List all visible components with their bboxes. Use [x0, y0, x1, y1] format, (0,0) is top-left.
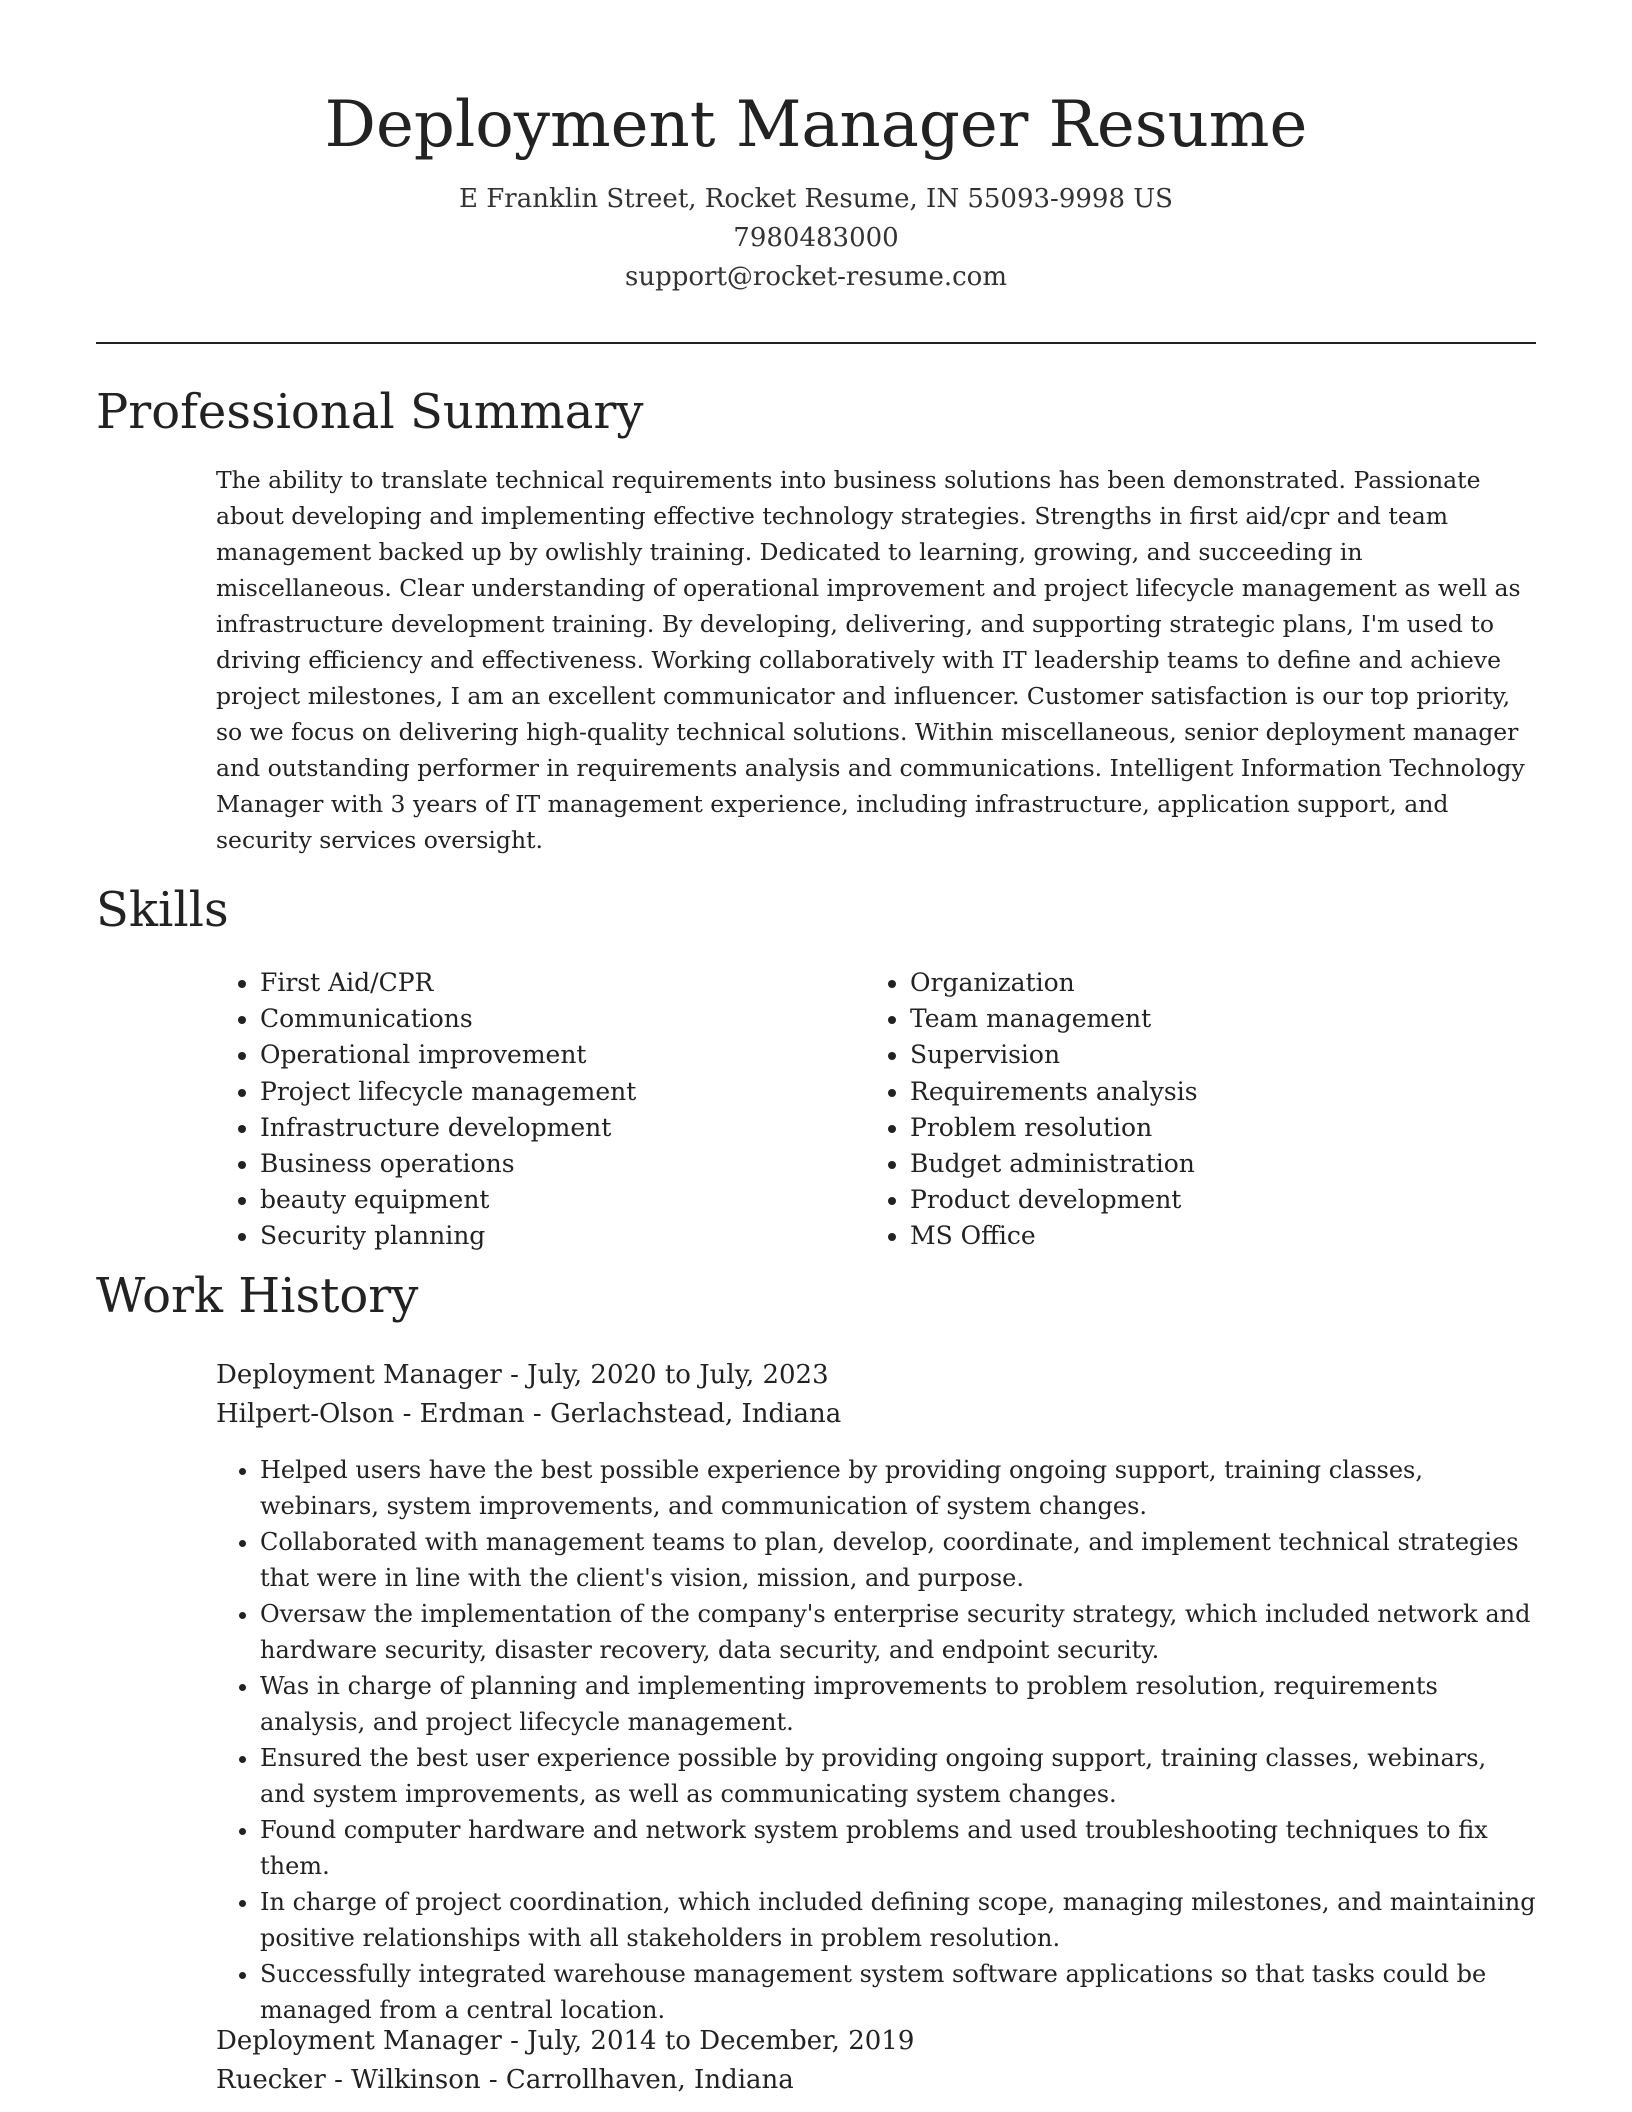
skill-item: • First Aid/CPR: [260, 965, 866, 1001]
skills-list: [216, 965, 1536, 1255]
resume-title: Deployment Manager Resume: [324, 88, 1308, 162]
skill-item: • Operational improvement: [260, 1037, 866, 1073]
responsibility-item: • Was in charge of planning and implementing improvements to problem resolution, requirements analysis, and project lifecycle management.: [260, 1668, 1536, 1740]
header-divider: [96, 342, 1536, 344]
job-responsibilities: [216, 1452, 1536, 2028]
skill-item: • Requirements analysis: [910, 1074, 1516, 1110]
responsibility-item: • In charge of project coordination, which included defining scope, managing milestones, and maintaining positive relationships with all stakeholders in problem resolution.: [260, 1884, 1536, 1956]
skill-item: • MS Office: [910, 1218, 1516, 1254]
contact-address: E Franklin Street, Rocket Resume, IN 55093-9998 US: [459, 184, 1173, 214]
skill-item: • Infrastructure development: [260, 1110, 866, 1146]
job-header: [216, 2022, 1536, 2099]
skill-item: • beauty equipment: [260, 1182, 866, 1218]
responsibility-item: • Collaborated with management teams to plan, develop, coordinate, and implement technical strategies that were in line with the client's vision, mission, and purpose.: [260, 1524, 1536, 1596]
responsibility-item: • Found computer hardware and network system problems and used troubleshooting techniques to fix them.: [260, 1812, 1536, 1884]
skill-item: • Security planning: [260, 1218, 866, 1254]
skill-item: • Product development: [910, 1182, 1516, 1218]
responsibility-item: • Ensured the best user experience possible by providing ongoing support, training classes, webinars, and system improvements, as well as communicating system changes.: [260, 1740, 1536, 1812]
summary-heading: Professional Summary: [96, 384, 644, 440]
responsibility-item: • Oversaw the implementation of the company's enterprise security strategy, which included network and hardware security, disaster recovery, data security, and endpoint security.: [260, 1596, 1536, 1668]
contact-email: support@rocket-resume.com: [624, 262, 1007, 292]
summary-text: The ability to translate technical requirements into business solutions has been demonstrated. Passionate about developing and implementing effective technology strategies. Strengths in first aid/cpr and team management backed up by owlishly training. Dedicated to learning, growing, and succeeding in miscellaneous. Clear understanding of operational improvement and project lifecycle management as well as infrastructure development training. By developing, delivering, and supporting strategic plans, I'm used to driving efficiency and effectiveness. Working collaboratively with IT leadership teams to define and achieve project milestones, I am an excellent communicator and influencer. Customer satisfaction is our top priority, so we focus on delivering high-quality technical solutions. Within miscellaneous, senior deployment manager and outstanding performer in requirements analysis and communications. Intelligent Information Technology Manager with 3 years of IT management experience, including infrastructure, application support, and security services oversight.: [216, 466, 1525, 854]
skill-item: • Business operations: [260, 1146, 866, 1182]
contact-phone: 7980483000: [733, 223, 899, 253]
job-title-dates: Deployment Manager - July, 2014 to December, 2019: [216, 2026, 915, 2056]
job-company-location: Hilpert-Olson - Erdman - Gerlachstead, Indiana: [216, 1398, 842, 1429]
job-company-location: Ruecker - Wilkinson - Carrollhaven, Indiana: [216, 2064, 794, 2095]
job-header: [216, 1356, 1536, 1433]
work-history-heading: Work History: [96, 1268, 419, 1324]
job-title-dates: Deployment Manager - July, 2020 to July, 2023: [216, 1360, 829, 1390]
skill-item: • Project lifecycle management: [260, 1074, 866, 1110]
skill-item: • Organization: [910, 965, 1516, 1001]
skill-item: • Supervision: [910, 1037, 1516, 1073]
skill-item: • Team management: [910, 1001, 1516, 1037]
skills-column-left: [216, 965, 866, 1255]
responsibility-item: • Successfully integrated warehouse management system software applications so that tasks could be managed from a central location.: [260, 1956, 1536, 2028]
skills-column-right: [866, 965, 1516, 1255]
responsibility-item: • Helped users have the best possible experience by providing ongoing support, training classes, webinars, system improvements, and communication of system changes.: [260, 1452, 1536, 1524]
resume-header: [96, 80, 1536, 297]
skill-item: • Budget administration: [910, 1146, 1516, 1182]
skills-heading: Skills: [96, 882, 229, 938]
skill-item: • Communications: [260, 1001, 866, 1037]
skill-item: • Problem resolution: [910, 1110, 1516, 1146]
